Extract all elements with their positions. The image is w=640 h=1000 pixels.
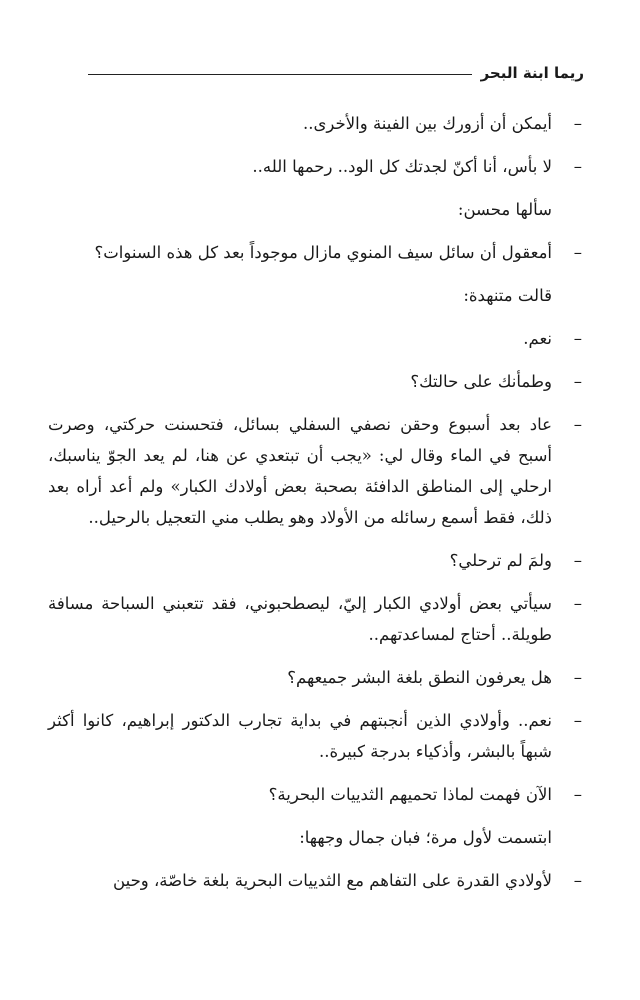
paragraph-text: لأولادي القدرة على التفاهم مع الثدييات البحرية بلغة خاصّة، وحين bbox=[113, 871, 552, 890]
paragraph-text: أمعقول أن سائل سيف المنوي مازال موجوداً بعد كل هذه السنوات؟ bbox=[94, 243, 552, 262]
paragraph-text: الآن فهمت لماذا تحميهم الثدييات البحرية؟ bbox=[268, 785, 552, 804]
header-rule bbox=[88, 74, 472, 75]
dash-mark: – bbox=[573, 785, 582, 804]
dialogue-line bbox=[48, 779, 584, 810]
paragraph-text: نعم.. وأولادي الذين أنجبتهم في بداية تجارب الدكتور إبراهيم، كانوا أكثر شبهاً بالبشر، وأذكياء بدرجة كبيرة.. bbox=[48, 711, 552, 761]
paragraph-text: نعم. bbox=[523, 329, 552, 348]
narration-line bbox=[48, 280, 584, 311]
dialogue-line bbox=[48, 588, 584, 650]
dialogue-line bbox=[48, 108, 584, 139]
header-title: ريما ابنة البحر bbox=[480, 64, 584, 82]
dialogue-line bbox=[48, 545, 584, 576]
dialogue-line bbox=[48, 366, 584, 397]
dash-mark: – bbox=[573, 243, 582, 262]
narration-line bbox=[48, 822, 584, 853]
dash-mark: – bbox=[573, 114, 582, 133]
dialogue-line bbox=[48, 151, 584, 182]
paragraph-text: ولمَ لم ترحلي؟ bbox=[449, 551, 552, 570]
paragraph-text: عاد بعد أسبوع وحقن نصفي السفلي بسائل، فتحسنت حركتي، وصرت أسبح في الماء وقال لي: «يجب أن تبتعدي عن هنا، لم يعد الجوّ يناسبك، ارحلي إلى المناطق الدافئة بصحبة بعض أولادك الكبار» ولم أعد أراه بعد ذلك، فقط أسمع رسائله من الأولاد وهو يطلب مني التعجيل بالرحيل.. bbox=[48, 415, 552, 527]
paragraph-text: لا بأس، أنا أكنّ لجدتك كل الود.. رحمها الله.. bbox=[252, 157, 552, 176]
dash-mark: – bbox=[573, 372, 582, 391]
dialogue-line bbox=[48, 865, 584, 896]
paragraph-text: ابتسمت لأول مرة؛ فبان جمال وجهها: bbox=[299, 828, 552, 847]
dialogue-line bbox=[48, 237, 584, 268]
dash-mark: – bbox=[573, 329, 582, 348]
dash-mark: – bbox=[573, 711, 582, 730]
dialogue-line bbox=[48, 409, 584, 533]
paragraph-text: سيأتي بعض أولادي الكبار إليّ، ليصطحبوني، فقد تتعبني السباحة مسافة طويلة.. أحتاج لمساعدتهم.. bbox=[48, 594, 552, 644]
paragraph-text: أيمكن أن أزورك بين الفينة والأخرى.. bbox=[303, 114, 552, 133]
dialogue-line bbox=[48, 705, 584, 767]
paragraph-text: وطمأنك على حالتك؟ bbox=[410, 372, 552, 391]
dash-mark: – bbox=[573, 415, 582, 434]
narration-line bbox=[48, 194, 584, 225]
dash-mark: – bbox=[573, 551, 582, 570]
paragraph-text: قالت متنهدة: bbox=[463, 286, 552, 305]
dash-mark: – bbox=[573, 157, 582, 176]
paragraph-text: هل يعرفون النطق بلغة البشر جميعهم؟ bbox=[287, 668, 552, 687]
dash-mark: – bbox=[573, 594, 582, 613]
running-header bbox=[88, 64, 584, 86]
paragraph-text: سألها محسن: bbox=[457, 200, 552, 219]
page-content bbox=[48, 108, 584, 908]
dash-mark: – bbox=[573, 668, 582, 687]
dialogue-line bbox=[48, 323, 584, 354]
dash-mark: – bbox=[573, 871, 582, 890]
dialogue-line bbox=[48, 662, 584, 693]
